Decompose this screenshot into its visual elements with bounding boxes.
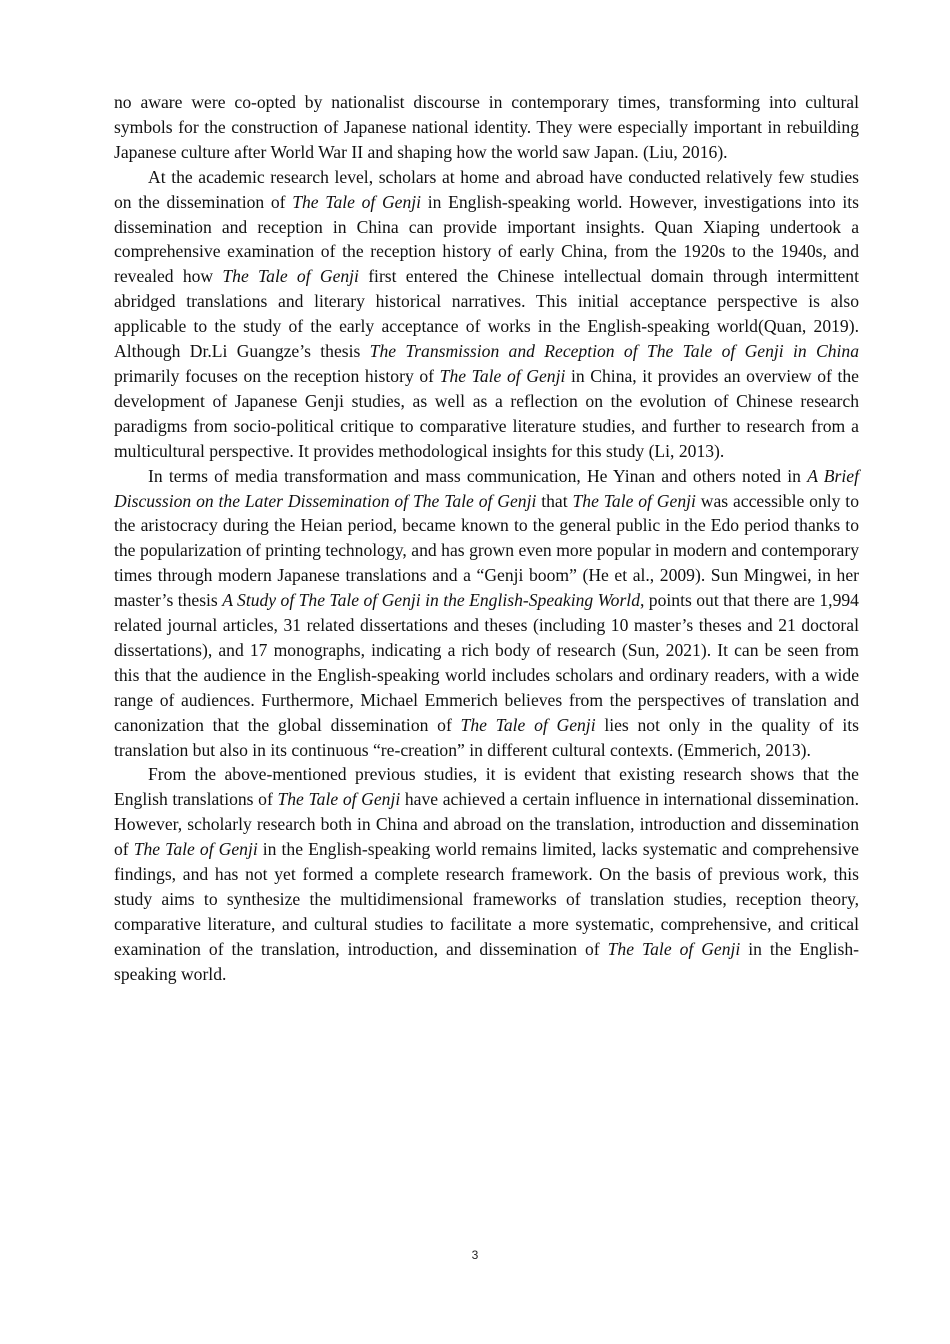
body-text: From the above-mentioned previous studies, it is evident that existing research shows that the English translations of [114, 764, 859, 810]
italic-title-text: The Tale of Genji [222, 266, 359, 287]
italic-title-text: The Tale of Genji [439, 365, 566, 386]
italic-title-text: A Brief Discussion on the Later Dissemination of The Tale of Genji [114, 465, 859, 511]
body-text: no aware were co-opted by nationalist discourse in contemporary times, transforming into cultural symbols for the construction of Japanese national identity. They were especially important in rebuilding Japanese culture after World War II and shaping how the world saw Japan. (Liu, 2016). [114, 92, 859, 162]
body-text: in the English-speaking world. [114, 938, 859, 984]
body-text: was accessible only to the aristocracy during the Heian period, became known to the general public in the Edo period thanks to the popularization of printing technology, and has grown even more popular in modern and contemporary times through modern Japanese translations and a “Genji boom” (He et al., 2009). Sun Mingwei, in her master’s thesis [114, 490, 859, 611]
paragraph [114, 464, 859, 763]
italic-title-text: The Tale of Genji [607, 938, 741, 959]
italic-title-text: The Tale of Genji [292, 191, 422, 212]
italic-title-text: The Tale of Genji [460, 714, 596, 735]
document-body [114, 90, 859, 987]
italic-title-text: A Study of The Tale of Genji in the English-Speaking World [222, 590, 640, 611]
italic-title-text: The Transmission and Reception of The Tale of Genji in China [369, 341, 859, 362]
italic-title-text: The Tale of Genji [572, 490, 696, 511]
page-number: 3 [471, 1248, 479, 1262]
italic-title-text: The Tale of Genji [277, 789, 401, 810]
body-text: , points out that there are 1,994 related journal articles, 31 related dissertations and theses (including 10 master’s theses and 21 doctoral dissertations), and 17 monographs, indicating a rich body of research (Sun, 2021). It can be seen from this that the audience in the English-speaking world includes scholars and ordinary readers, with a wide range of audiences. Furthermore, Michael Emmerich believes from the perspectives of translation and canonization that the global dissemination of [114, 590, 859, 735]
body-text: lies not only in the quality of its translation but also in its continuous “re-creation” in different cultural contexts. (Emmerich, 2013). [114, 714, 859, 760]
body-text: in China, it provides an overview of the development of Japanese Genji studies, as well as a reflection on the evolution of Chinese research paradigms from socio-political critique to comparative literature studies, and further to research from a multicultural perspective. It provides methodological insights for this study (Li, 2013). [114, 365, 859, 461]
paragraph [114, 165, 859, 464]
body-text: primarily focuses on the reception history of [114, 365, 440, 386]
body-text: In terms of media transformation and mass communication, He Yinan and others noted in [148, 465, 808, 486]
body-text: At the academic research level, scholars at home and abroad have conducted relatively few studies on the dissemination of [114, 166, 859, 212]
body-text: have achieved a certain influence in international dissemination. However, scholarly research both in China and abroad on the translation, introduction and dissemination of [114, 789, 859, 860]
paragraph [114, 762, 859, 986]
body-text: in English-speaking world. However, investigations into its dissemination and reception in China can provide important insights. Quan Xiaping undertook a comprehensive examination of the reception history of early China, from the 1920s to the 1940s, and revealed how [114, 191, 859, 287]
body-text: in the English-speaking world remains limited, lacks systematic and comprehensive findings, and has not yet formed a complete research framework. On the basis of previous work, this study aims to synthesize the multidimensional frameworks of translation studies, reception theory, comparative literature, and cultural studies to facilitate a more systematic, comprehensive, and critical examination of the translation, introduction, and dissemination of [114, 839, 859, 959]
body-text: that [536, 490, 573, 511]
paragraph [114, 90, 859, 165]
italic-title-text: The Tale of Genji [133, 839, 258, 860]
body-text: first entered the Chinese intellectual domain through intermittent abridged translations and literary historical narratives. This initial acceptance perspective is also applicable to the study of the early acceptance of works in the English-speaking world(Quan, 2019). Although Dr.Li Guangze’s thesis [114, 266, 859, 362]
